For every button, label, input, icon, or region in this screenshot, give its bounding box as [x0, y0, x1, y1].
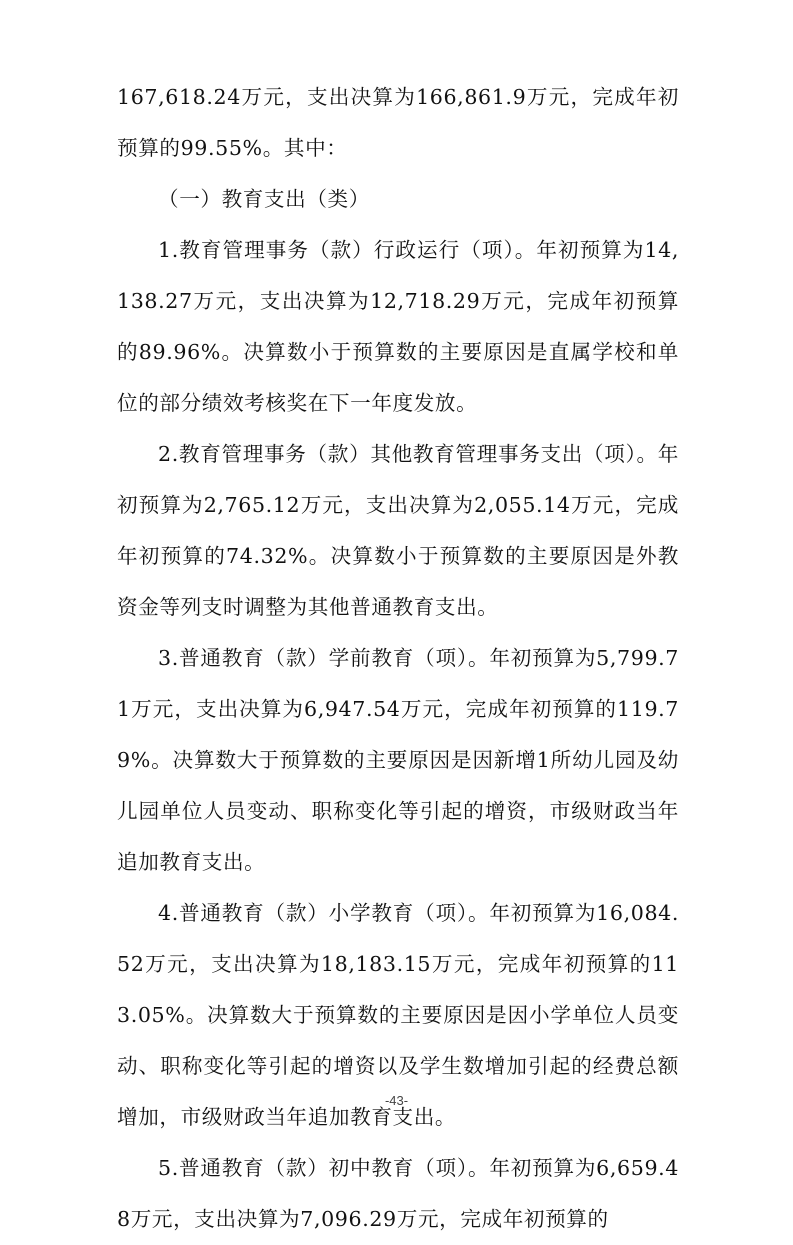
- paragraph-continuation: 167,618.24万元，支出决算为166,861.9万元，完成年初预算的99.55%。其中：: [117, 85, 679, 160]
- paragraph-item-3: 3.普通教育（款）学前教育（项）。年初预算为5,799.71万元，支出决算为6,947.54万元，完成年初预算的119.79%。决算数大于预算数的主要原因是因新增1所幼儿园及幼儿园单位人员变动、职称变化等引起的增资，市级财政当年追加教育支出。: [117, 646, 679, 874]
- paragraph-item-2: 2.教育管理事务（款）其他教育管理事务支出（项）。年初预算为2,765.12万元，支出决算为2,055.14万元，完成年初预算的74.32%。决算数小于预算数的主要原因是外教资金等列支时调整为其他普通教育支出。: [117, 442, 679, 619]
- document-body: [117, 72, 679, 1245]
- section-heading-education-expenditure: （一）教育支出（类）: [158, 187, 370, 211]
- paragraph-item-4: 4.普通教育（款）小学教育（项）。年初预算为16,084.52万元，支出决算为18,183.15万元，完成年初预算的113.05%。决算数大于预算数的主要原因是因小学单位人员变动、职称变化等引起的增资以及学生数增加引起的经费总额增加，市级财政当年追加教育支出。: [117, 901, 679, 1129]
- paragraph-item-5: 5.普通教育（款）初中教育（项）。年初预算为6,659.48万元，支出决算为7,096.29万元，完成年初预算的: [117, 1156, 679, 1231]
- paragraph-item-1: 1.教育管理事务（款）行政运行（项）。年初预算为14,138.27万元，支出决算为12,718.29万元，完成年初预算的89.96%。决算数小于预算数的主要原因是直属学校和单位的部分绩效考核奖在下一年度发放。: [117, 238, 679, 415]
- page-number: -43-: [384, 1093, 409, 1108]
